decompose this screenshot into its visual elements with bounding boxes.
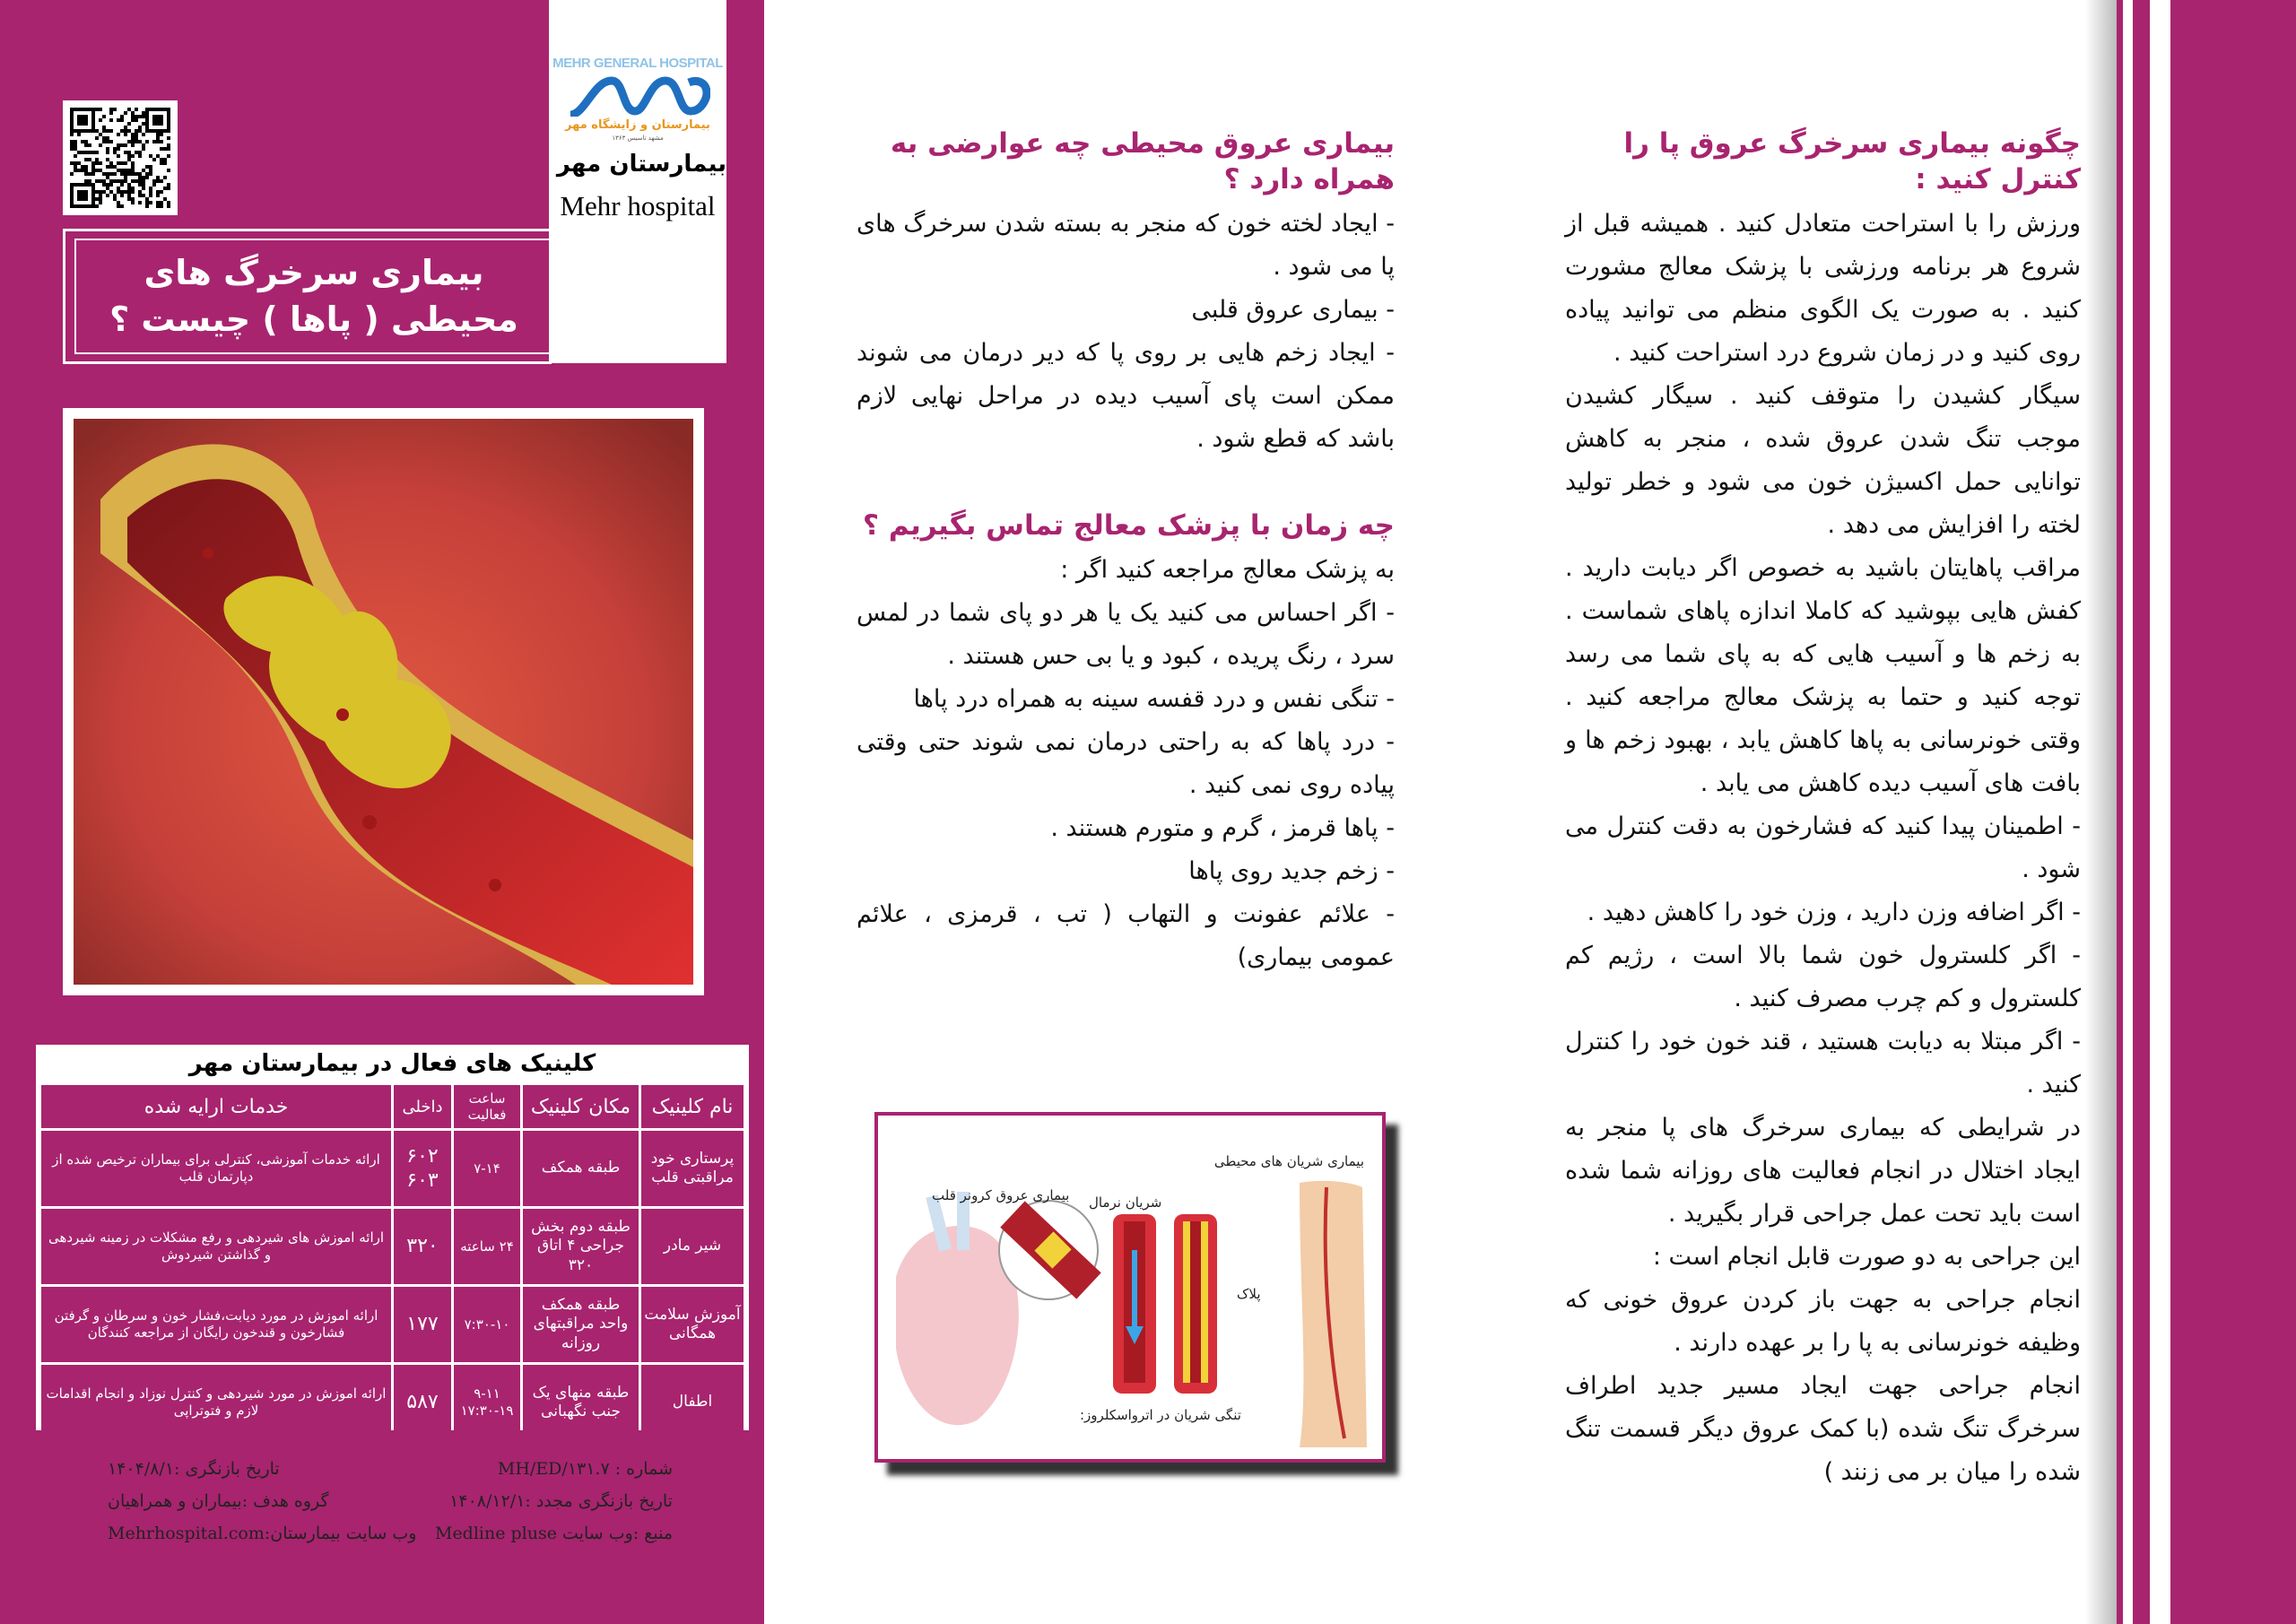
clinic-extension: ۵۸۷ <box>394 1365 451 1440</box>
review-date: تاریخ بازنگری :۱۴۰۴/۸/۱ <box>108 1459 280 1479</box>
paragraph: انجام جراحی به جهت باز کردن عروق خونی که وظیفه خونرسانی به پا را بر عهده دارند . <box>1565 1286 2081 1357</box>
paragraph: سیگار کشیدن را متوقف کنید . سیگار کشیدن موجب تنگ شدن عروق شده ، منجر به کاهش توانایی حمل اکسیژن خون می شود و خطر تولید لخته را افزایش می دهد . <box>1565 382 2081 539</box>
table-row <box>41 1131 744 1206</box>
label-plaque: پلاک <box>1237 1286 1261 1302</box>
clinic-location: طبقه همکف <box>523 1131 639 1206</box>
clinic-hours: ۹-۱۱ ۱۷:۳۰-۱۹ <box>454 1365 520 1440</box>
stripe <box>2117 0 2123 1624</box>
clinic-extension: ۶۰۲ ۶۰۳ <box>394 1131 451 1206</box>
paragraph: - تنگی نفس و درد قفسه سینه به همراه درد پاها <box>913 685 1395 713</box>
paragraph: - علائم عفونت و التهاب ( تب ، قرمزی ، علائم عمومی بیماری) <box>857 900 1395 971</box>
clinic-location: طبقه همکف واحد مراقبتهای روزانه <box>523 1287 639 1362</box>
clinic-hours: ۷:۳۰-۱۰ <box>454 1287 520 1362</box>
control-heading: چگونه بیماری سرخرگ عروق پا را کنترل کنید : <box>1623 127 2081 195</box>
right-column <box>1565 126 2081 1494</box>
clinic-name: اطفال <box>641 1365 744 1440</box>
contact-heading: چه زمان با پزشک معالج تماس بگیریم ؟ <box>863 509 1395 542</box>
table-title: کلینیک های فعال در بیمارستان مهر <box>188 1050 596 1077</box>
clinic-services: ارائه اموزش های شیردهی و رفع مشکلات در زمینه شیردهی و گذاشتن شیردوش <box>41 1209 391 1284</box>
middle-column <box>857 126 1395 979</box>
cover-title: بیماری سرخرگ های محیطی ( پاها ) چیست ؟ <box>109 253 518 339</box>
col-clinic-name: نام کلینیک <box>641 1085 744 1128</box>
doc-number: شماره : MH/ED/۱۳۱.۷ <box>497 1459 673 1479</box>
artery-plaque-image <box>63 408 704 995</box>
paragraph: این جراحی به دو صورت قابل انجام است : <box>1652 1243 2081 1271</box>
col-extension: داخلی <box>394 1085 451 1128</box>
clinic-hours: ۷-۱۴ <box>454 1131 520 1206</box>
complications-heading: بیماری عروق محیطی چه عوارضی به همراه دارد ؟ <box>890 127 1395 195</box>
document-footer <box>108 1453 673 1550</box>
col-location: مکان کلینیک <box>523 1085 639 1128</box>
paragraph: - ایجاد لخته خون که منجر به بسته شدن سرخرگ های پا می شود . <box>857 210 1395 281</box>
paragraph: - زخم جدید روی پاها <box>1188 857 1395 885</box>
back-panel <box>2170 0 2296 1624</box>
cover-title-box <box>63 229 552 364</box>
clinic-extension: ۳۲۰ <box>394 1209 451 1284</box>
active-clinics-table <box>36 1045 749 1430</box>
hospital-name-en: Mehr hospital <box>560 190 716 221</box>
col-hours: ساعت فعالیت <box>454 1085 520 1128</box>
paragraph: - ایجاد زخم هایی بر روی پا که دیر درمان می شوند ممکن است پای آسیب دیده در مراحل نهایی لازم باشد که قطع شود . <box>857 339 1395 453</box>
paragraph: به پزشک معالج مراجعه کنید اگر : <box>1060 556 1395 584</box>
label-coronary: بیماری عروق کرونر قلب <box>932 1187 1070 1203</box>
paragraph: در شرایطی که بیماری سرخرگ های پا منجر به ایجاد اختلال در انجام فعالیت های روزانه شما شده است باید تحت عمل جراحی قرار بگیرید . <box>1565 1114 2081 1228</box>
clinic-name: آموزش سلامت همگانی <box>641 1287 744 1362</box>
stripe <box>2133 0 2150 1624</box>
source: منبع :وب سایت Medline pluse <box>434 1524 673 1543</box>
paragraph: - اگر احساس می کنید یک یا هر دو پای شما در لمس سرد ، رنگ پریده ، کبود و یا بی حس هستند . <box>857 599 1395 670</box>
website[interactable]: وب سایت بیمارستان:Mehrhospital.com <box>108 1524 417 1543</box>
logo-english-text: MEHR GENERAL HOSPITAL <box>552 56 723 71</box>
page-fold-shadow <box>2085 0 2117 1624</box>
paragraph: - اگر مبتلا به دیابت هستید ، قند خون خود را کنترل کنید . <box>1565 1028 2081 1099</box>
paragraph: انجام جراحی جهت ایجاد مسیر جدید اطراف سرخرگ تنگ شده (با کمک عروق دیگر قسمت تنگ شده را میان بر می زنند ) <box>1565 1372 2081 1486</box>
paragraph: - اگر کلسترول خون شما بالا است ، رژیم کم کلسترول و کم چرب مصرف کنید . <box>1565 942 2081 1012</box>
cover-panel <box>0 0 764 1624</box>
paragraph: ورزش را با استراحت متعادل کنید . همیشه قبل از شروع هر برنامه ورزشی با پزشک معالج مشورت کنید . به صورت یک الگوی منظم می توانید پیاده روی کنید و در زمان شروع درد استراحت کنید . <box>1565 210 2081 367</box>
target-group: گروه هدف :بیماران و همراهیان <box>108 1491 329 1511</box>
paragraph: مراقب پاهایتان باشید به خصوص اگر دیابت دارید . کفش هایی بپوشید که کاملا اندازه پاهای شماست . به زخم ها و آسیب هایی که به پای شما می رسد توجه کنید و حتما به پزشک معالج مراجعه کنید . وقتی خونرسانی به پاها کاهش یابد ، بهبود زخم ها و بافت های آسیب دیده کاهش می یابد . <box>1565 554 2081 797</box>
table-row <box>41 1209 744 1284</box>
logo-persian-text: بیمارستان و زایشگاه مهر <box>565 118 710 132</box>
label-normal: شریان نرمال <box>1089 1194 1162 1211</box>
hospital-name-fa: بیمارستان مهر <box>556 151 726 178</box>
paragraph: - اگر اضافه وزن دارید ، وزن خود را کاهش دهید . <box>1587 899 2081 926</box>
clinic-hours: ۲۴ ساعته <box>454 1209 520 1284</box>
clinic-name: شیر مادر <box>641 1209 744 1284</box>
next-review-date: تاریخ بازنگری مجدد :۱۴۰۸/۱۲/۱ <box>449 1491 673 1511</box>
clinic-services: ارائه اموزش در مورد شیردهی و کنترل نوزاد و انجام اقدامات لازم و فتوتراپی <box>41 1365 391 1440</box>
clinic-extension: ۱۷۷ <box>394 1287 451 1362</box>
table-row <box>41 1287 744 1362</box>
artery-disease-diagram <box>874 1112 1386 1463</box>
clinic-location: طبقه منهای یک جنب نگهبانی <box>523 1365 639 1440</box>
label-narrowing: تنگی شریان در اترواسکلروز: <box>1080 1407 1241 1423</box>
hospital-logo-icon <box>567 75 710 117</box>
paragraph: - اطمینان پیدا کنید که فشارخون به دقت کنترل می شود . <box>1565 812 2081 883</box>
logo-subtitle: مشهد تاسیس ۱۳۶۳ <box>612 135 664 142</box>
clinic-services: ارائه اموزش در مورد دیابت،فشار خون و سرطان و گرفتن فشارخون و قندخون رایگان از مراجعه کنندگان <box>41 1287 391 1362</box>
clinic-location: طبقه دوم بخش جراحی ۴ اتاق ۳۲۰ <box>523 1209 639 1284</box>
hospital-logo-block <box>549 0 726 363</box>
paragraph: - بیماری عروق قلبی <box>1191 296 1395 324</box>
paragraph: - درد پاها که به راحتی درمان نمی شوند حتی وقتی پیاده روی نمی کنید . <box>857 728 1395 799</box>
clinic-services: ارائه خدمات آموزشی، کنترلی برای بیماران ترخیص شده از دپارتمان قلب <box>41 1131 391 1206</box>
label-peripheral: بیماری شریان های محیطی <box>1213 1153 1364 1169</box>
table-header-row <box>41 1085 744 1128</box>
paragraph: - پاها قرمز ، گرم و متورم هستند . <box>1050 814 1395 842</box>
clinic-name: پرستاری خود مراقبتی قلب <box>641 1131 744 1206</box>
table-row <box>41 1365 744 1440</box>
qr-code-icon[interactable] <box>63 100 178 215</box>
col-services: خدمات ارایه شده <box>41 1085 391 1128</box>
